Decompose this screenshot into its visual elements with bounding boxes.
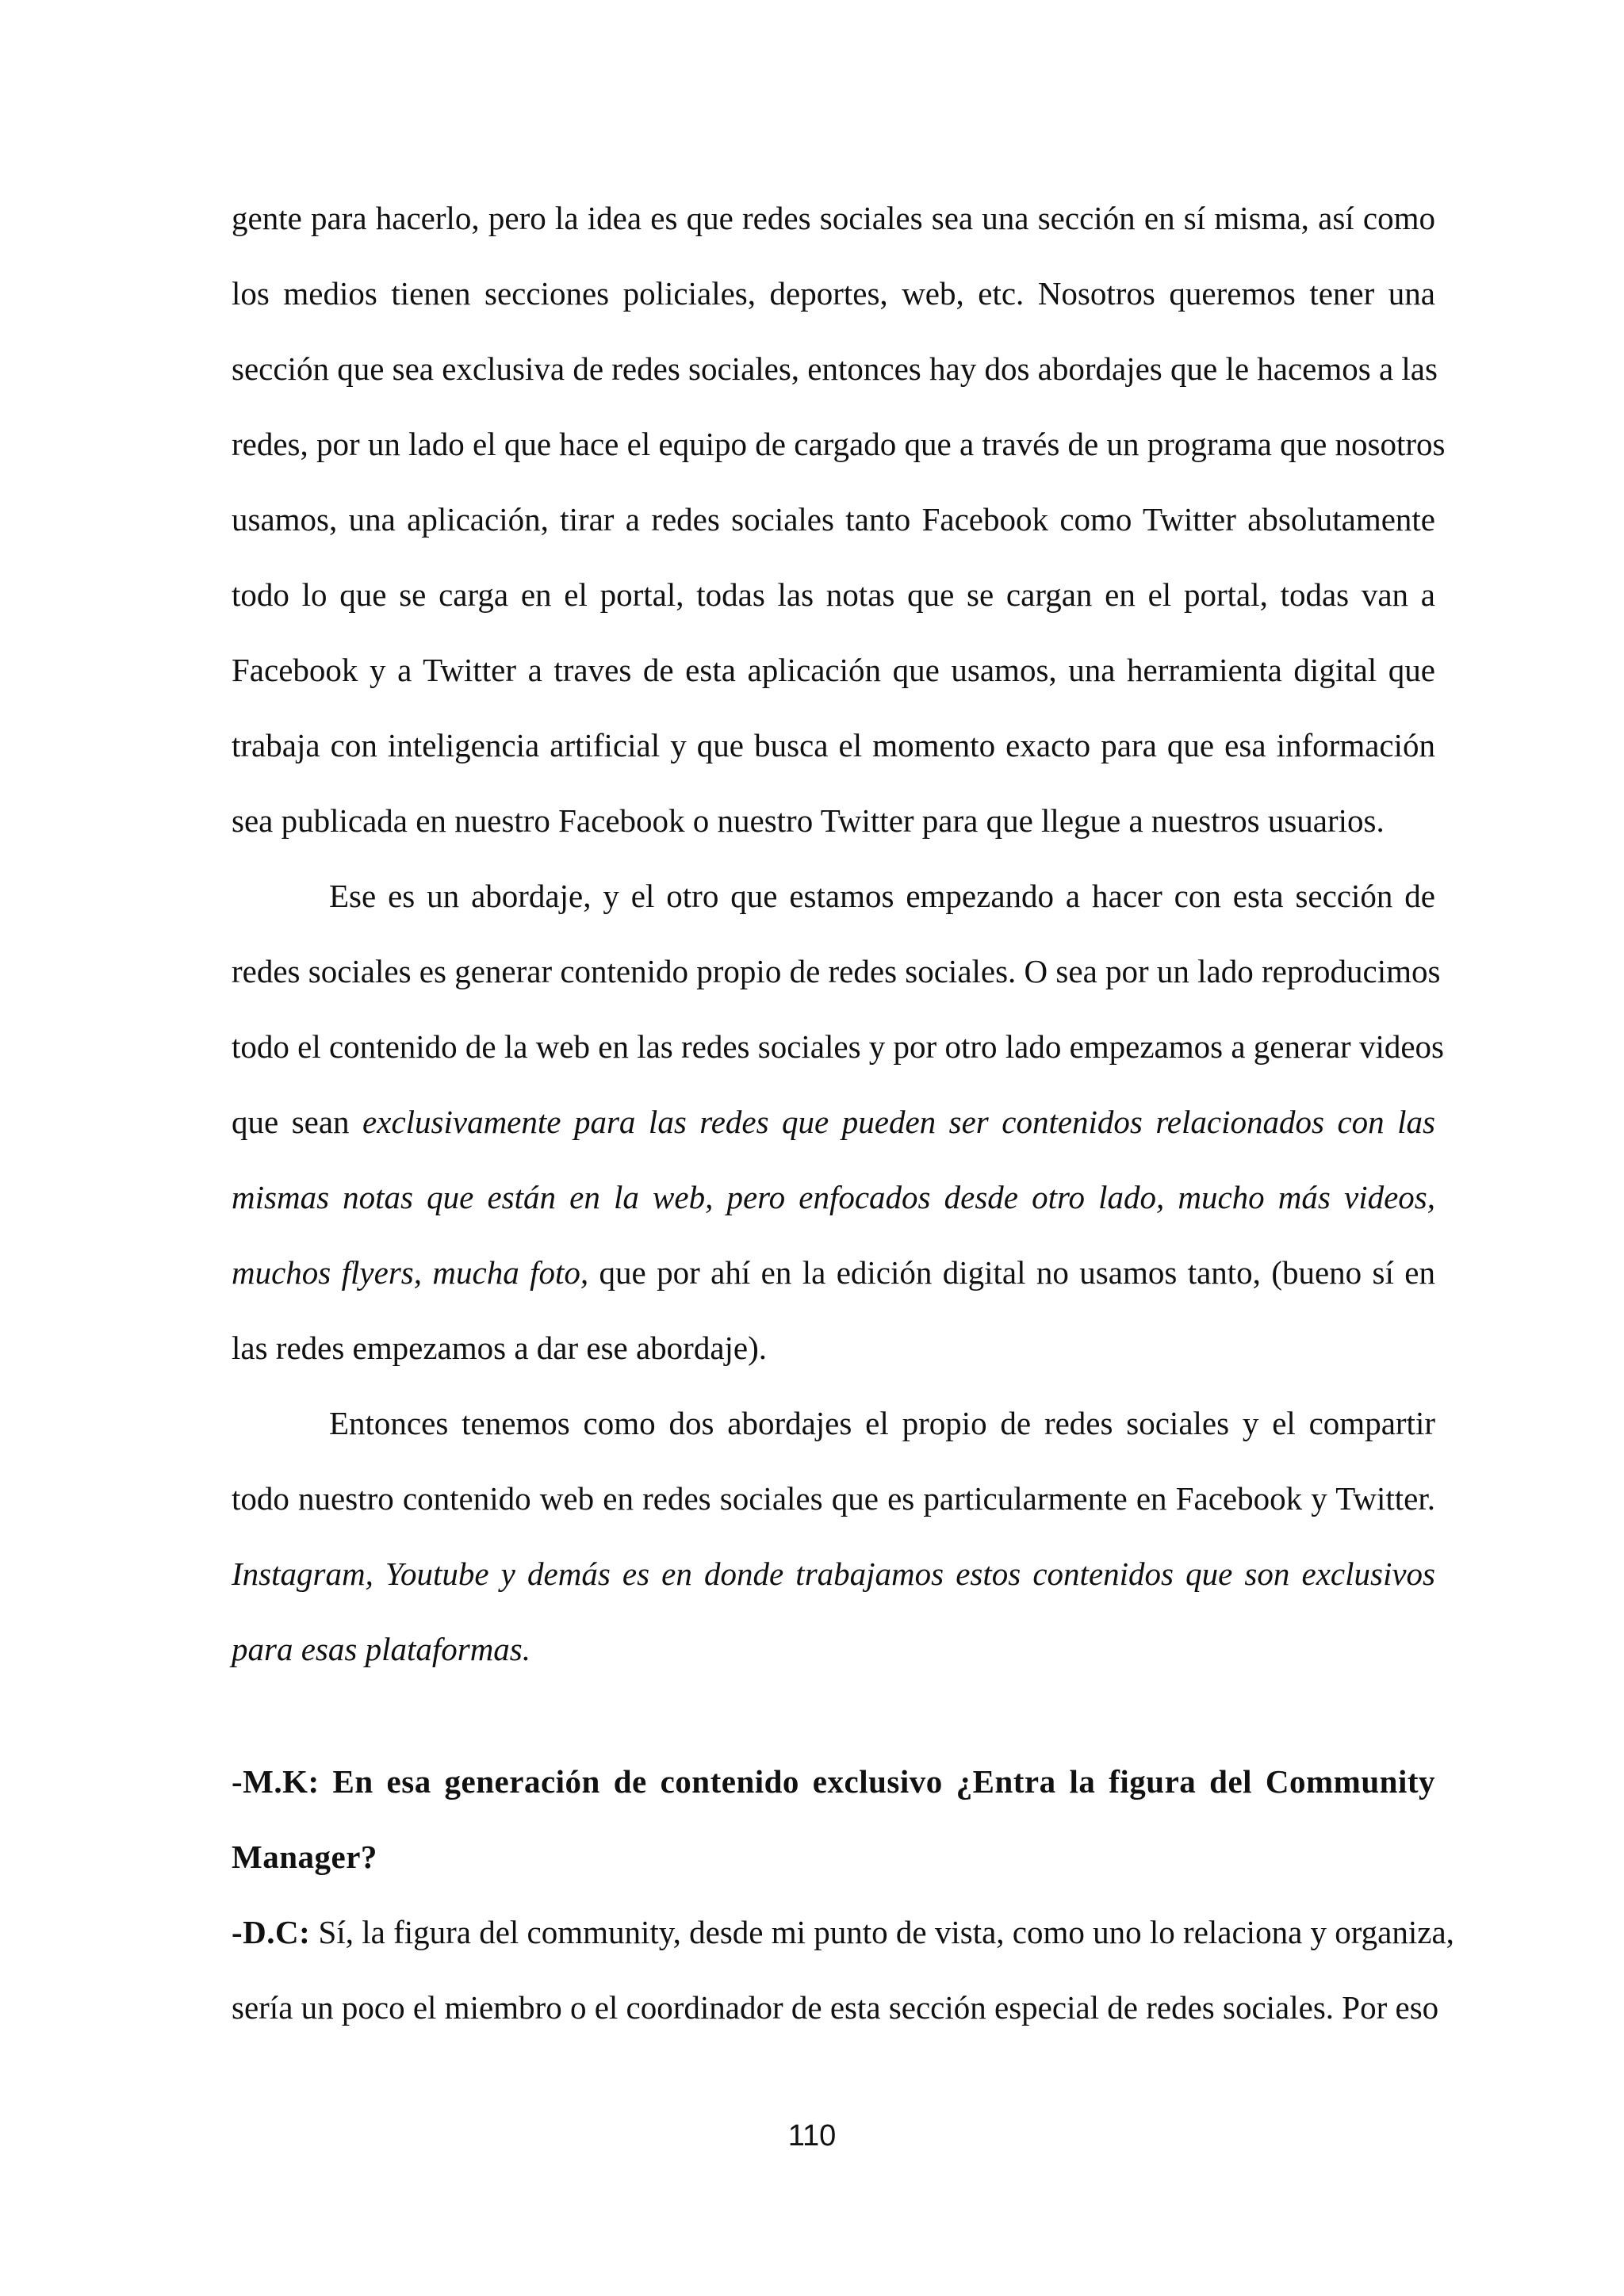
answer-line-1 [232, 1910, 1454, 1954]
p1-line-6: todo lo que se carga en el portal, todas las notas que se cargan en el portal, todas van a [232, 576, 1435, 613]
p1-line-9: sea publicada en nuestro Facebook o nuestro Twitter para que llegue a nuestros usuarios. [232, 802, 1385, 839]
question-line-2: Manager? [232, 1839, 377, 1875]
p1-line-5: usamos, una aplicación, tirar a redes sociales tanto Facebook como Twitter absolutamente [232, 501, 1435, 538]
p2-line-3: todo el contenido de la web en las redes sociales y por otro lado empezamos a generar videos [232, 1028, 1444, 1065]
answer-speaker: -D.C: [232, 1914, 311, 1950]
p2-line-1: Ese es un abordaje, y el otro que estamos empezando a hacer con esta sección de [329, 878, 1435, 914]
question-line-1: -M.K: En esa generación de contenido exclusivo ¿Entra la figura del Community [232, 1763, 1435, 1800]
p2-line-4 [232, 1100, 1435, 1144]
p3-line-2: todo nuestro contenido web en redes sociales que es particularmente en Facebook y Twitter. [232, 1480, 1435, 1517]
p2-line-2: redes sociales es generar contenido propio de redes sociales. O sea por un lado reproducimos [232, 953, 1441, 989]
answer-line-1-text: Sí, la figura del community, desde mi punto de vista, como uno lo relaciona y organiza, [310, 1914, 1454, 1950]
page-number: 110 [787, 2119, 837, 2152]
p3-line-4: para esas plataformas. [232, 1631, 531, 1667]
p1-line-7: Facebook y a Twitter a traves de esta aplicación que usamos, una herramienta digital que [232, 652, 1435, 688]
p2-line-4-italic: exclusivamente para las redes que pueden ser contenidos relacionados con las [362, 1104, 1435, 1140]
p2-line-6-italic: muchos flyers, mucha foto, [232, 1254, 589, 1291]
p2-line-6 [232, 1250, 1435, 1295]
p1-line-4: redes, por un lado el que hace el equipo de cargado que a través de un programa que nosotros [232, 426, 1446, 462]
p1-line-3: sección que sea exclusiva de redes sociales, entonces hay dos abordajes que le hacemos a las [232, 350, 1438, 387]
p1-line-1: gente para hacerlo, pero la idea es que redes sociales sea una sección en sí misma, así como [232, 200, 1435, 236]
p2-line-7: las redes empezamos a dar ese abordaje). [232, 1330, 768, 1366]
p3-line-3: Instagram, Youtube y demás es en donde trabajamos estos contenidos que son exclusivos [232, 1556, 1435, 1592]
p1-line-8: trabaja con inteligencia artificial y que busca el momento exacto para que esa información [232, 727, 1435, 763]
p2-line-4-normal: que sean [232, 1104, 363, 1140]
p2-line-6-normal: que por ahí en la edición digital no usamos tanto, (bueno sí en [588, 1254, 1435, 1291]
p1-line-2: los medios tienen secciones policiales, deportes, web, etc. Nosotros queremos tener una [232, 275, 1435, 312]
p3-line-1: Entonces tenemos como dos abordajes el propio de redes sociales y el compartir [329, 1405, 1435, 1441]
answer-line-2: sería un poco el miembro o el coordinador de esta sección especial de redes sociales. Por eso [232, 1989, 1439, 2026]
p2-line-5: mismas notas que están en la web, pero enfocados desde otro lado, mucho más videos, [232, 1179, 1435, 1215]
